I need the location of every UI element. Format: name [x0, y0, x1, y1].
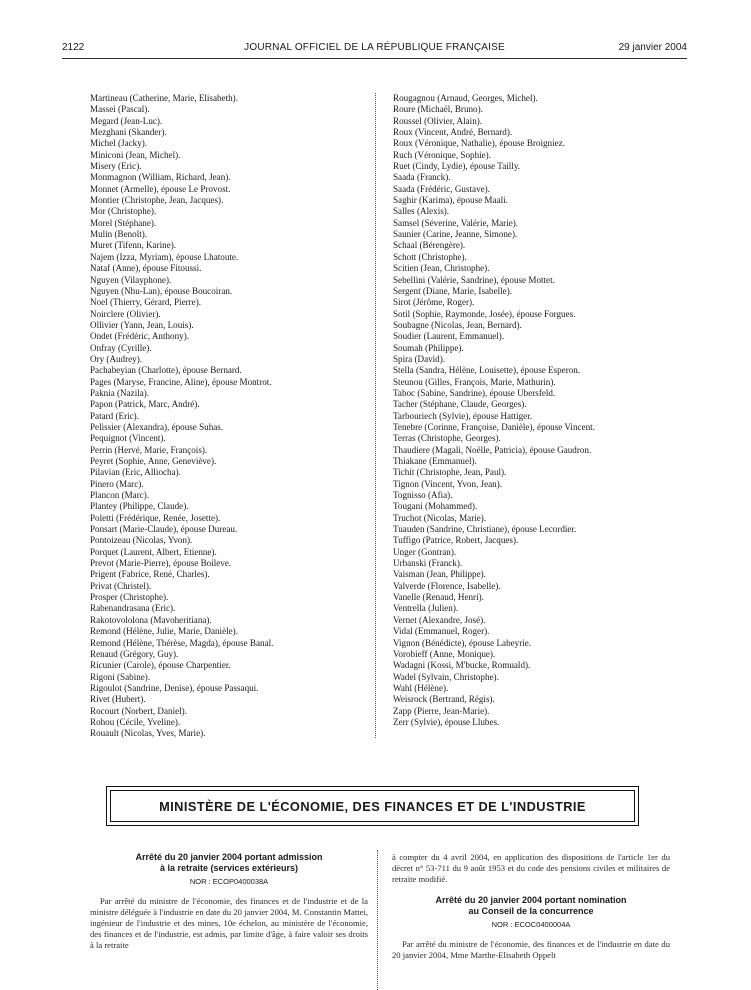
name-entry: Morel (Stéphane).	[90, 217, 157, 228]
names-column-left	[90, 93, 370, 740]
name-entry: Prosper (Christophe).	[90, 592, 169, 603]
name-entry: Pontoizeau (Nicolas, Yvon).	[90, 535, 193, 546]
name-entry: Plancon (Marc).	[90, 490, 150, 501]
name-entry: Martineau (Catherine, Marie, Elisabeth).	[90, 93, 238, 103]
name-entry: Rivet (Hubert).	[90, 694, 146, 705]
name-entry: Muret (Tifenn, Karine).	[90, 240, 177, 251]
name-entry: Ponsart (Marie-Claude), épouse Dureau.	[90, 524, 238, 535]
name-entry: Renaud (Grégory, Guy).	[90, 648, 179, 659]
name-entry: Urbanski (Franck).	[393, 558, 463, 569]
name-entry: Rohou (Cécile, Yveline).	[90, 716, 181, 727]
name-entry: Tarbouriech (Sylvie), épouse Hattiger.	[393, 410, 533, 421]
name-entry: Soudier (Laurent, Emmanuel).	[393, 331, 505, 342]
name-entry: Unger (Gontran).	[393, 546, 457, 557]
page-header	[62, 42, 687, 56]
name-entry: Roure (Michaël, Bruno).	[393, 104, 483, 115]
name-entry: Vorobieff (Anne, Monique).	[393, 648, 496, 659]
name-entry: Patard (Eric).	[90, 410, 139, 421]
name-entry: Steunou (Gilles, François, Marie, Mathurin).	[393, 376, 556, 387]
name-entry: Rabenandrasana (Eric).	[90, 603, 176, 614]
name-entry: Misery (Eric).	[90, 161, 142, 172]
name-entry: Papon (Patrick, Marc, André).	[90, 399, 200, 410]
name-entry: Nguyen (Vilayphone).	[90, 274, 172, 285]
decree-retirement	[90, 852, 368, 951]
name-entry: Sotil (Sophie, Raymonde, Josée), épouse Forgues.	[393, 308, 576, 319]
name-entry: Rigoni (Sabine).	[90, 671, 151, 682]
name-entry: Onfray (Cyrille).	[90, 342, 152, 353]
name-entry: Perrin (Hervé, Marie, François).	[90, 444, 208, 455]
name-entry: Rocourt (Norbert, Daniel).	[90, 705, 187, 716]
name-entry: Vernet (Alexandre, José).	[393, 614, 486, 625]
name-entry: Noel (Thierry, Gérard, Pierre).	[90, 297, 202, 308]
decree-title-line2: à la retraite (services extérieurs)	[159, 863, 299, 873]
ministry-heading-box	[110, 790, 635, 822]
ministry-title: MINISTÈRE DE L'ÉCONOMIE, DES FINANCES ET DE L'INDUSTRIE	[159, 798, 586, 814]
names-column-right	[393, 93, 683, 728]
name-entry: Roussel (Olivier, Alain).	[393, 115, 483, 126]
name-entry: Schott (Christophe).	[393, 251, 467, 262]
name-entry: Monmagnon (William, Richard, Jean).	[90, 172, 231, 183]
name-entry: Porquet (Laurent, Albert, Etienne).	[90, 546, 217, 557]
name-entry: Ruch (Véronique, Sophie).	[393, 149, 491, 160]
name-entry: Zapp (Pierre, Jean-Marie).	[393, 705, 490, 716]
decree-nor: NOR : ECOC0400004A	[491, 920, 571, 929]
name-entry: Pinero (Marc).	[90, 478, 144, 489]
decree-appointment	[392, 852, 670, 961]
name-entry: Pages (Maryse, Francine, Aline), épouse Montrot.	[90, 376, 272, 387]
name-entry: Remond (Hélène, Thérèse, Magda), épouse Banal.	[90, 637, 274, 648]
name-entry: Terras (Christophe, Georges).	[393, 433, 501, 444]
column-divider	[375, 93, 376, 738]
name-entry: Tougani (Mohammed).	[393, 501, 478, 512]
decree-title-line2: au Conseil de la concurrence	[468, 906, 594, 916]
name-entry: Saunier (Carine, Jeanne, Simone).	[393, 229, 518, 240]
name-entry: Tognisso (Afia).	[393, 490, 453, 501]
name-entry: Remond (Hélène, Julie, Marie, Danièle).	[90, 626, 238, 637]
name-entry: Thaudiere (Magali, Noëlle, Patricia), épouse Gaudron.	[393, 444, 592, 455]
name-entry: Poletti (Frédérique, Renée, Josette).	[90, 512, 221, 523]
name-entry: Valverde (Florence, Isabelle).	[393, 580, 501, 591]
name-entry: Saada (Franck).	[393, 172, 451, 183]
name-entry: Wadagni (Kossi, M'bucke, Romuald).	[393, 660, 531, 671]
name-entry: Montier (Christophe, Jean, Jacques).	[90, 195, 224, 206]
name-entry: Pelissier (Alexandra), épouse Suhas.	[90, 421, 224, 432]
name-entry: Sergent (Diane, Marie, Isabelle).	[393, 285, 513, 296]
name-entry: Nataf (Anne), épouse Fitoussi.	[90, 263, 202, 274]
name-entry: Tenebre (Corinne, Françoise, Danièle), épouse Vincent.	[393, 421, 595, 432]
name-entry: Tignon (Vincent, Yvon, Jean).	[393, 478, 503, 489]
name-entry: Saghir (Karima), épouse Maali.	[393, 195, 508, 206]
name-entry: Michel (Jacky).	[90, 138, 148, 149]
name-entry: Zerr (Sylvie), épouse Llubes.	[393, 716, 500, 727]
name-entry: Tuauden (Sandrine, Christiane), épouse Lecordier.	[393, 524, 577, 535]
name-entry: Spira (David).	[393, 353, 446, 364]
name-entry: Rigoulot (Sandrine, Denise), épouse Passaqui.	[90, 682, 259, 693]
name-entry: Sebellini (Valérie, Sandrine), épouse Mottet.	[393, 274, 555, 285]
name-entry: Vidal (Emmanuel, Roger).	[393, 626, 490, 637]
name-entry: Noirclere (Olivier).	[90, 308, 161, 319]
name-entry: Monnet (Armelle), épouse Le Provost.	[90, 183, 231, 194]
name-entry: Ollivier (Yann, Jean, Louis).	[90, 319, 194, 330]
name-entry: Pilavian (Eric, Alliocha).	[90, 467, 181, 478]
name-entry: Scitien (Jean, Christophe).	[393, 263, 490, 274]
name-entry: Roux (Vincent, André, Bernard).	[393, 127, 513, 138]
name-entry: Massei (Pascal).	[90, 104, 150, 115]
name-entry: Pequignot (Vincent).	[90, 433, 166, 444]
name-entry: Megard (Jean-Luc).	[90, 115, 163, 126]
name-entry: Schaal (Bérengère).	[393, 240, 466, 251]
name-entry: Soubagne (Nicolas, Jean, Bernard).	[393, 319, 522, 330]
decree-title-line1: Arrêté du 20 janvier 2004 portant admission	[135, 852, 323, 862]
name-entry: Taboc (Sabine, Sandrine), épouse Ubersfeld.	[393, 387, 556, 398]
name-entry: Rakotovololona (Mavoheritiana).	[90, 614, 212, 625]
name-entry: Prevot (Marie-Pierre), épouse Boileve.	[90, 558, 232, 569]
issue-date: 29 janvier 2004	[618, 42, 687, 53]
name-entry: Tacher (Stéphane, Claude, Georges).	[393, 399, 527, 410]
name-entry: Samsel (Séverine, Valérie, Marie).	[393, 217, 519, 228]
name-entry: Paknia (Nazila).	[90, 387, 150, 398]
decree-body-continued: à compter du 4 avril 2004, en application des dispositions de l'article 1er du décret n° 53-711 du 9 août 1953 et du code des pensions civiles et militaires de retraite modifié.	[392, 852, 670, 884]
name-entry: Miniconi (Jean, Michel).	[90, 149, 181, 160]
name-entry: Rouault (Nicolas, Yves, Marie).	[90, 728, 206, 739]
header-divider	[62, 58, 687, 59]
name-entry: Stella (Sandra, Hélène, Louisette), épouse Esperon.	[393, 365, 581, 376]
name-entry: Vanelle (Renaud, Henri).	[393, 592, 484, 603]
name-entry: Prigent (Fabrice, René, Charles).	[90, 569, 210, 580]
journal-title: JOURNAL OFFICIEL DE LA RÉPUBLIQUE FRANÇAISE	[244, 42, 505, 53]
name-entry: Saada (Frédéric, Gustave).	[393, 183, 490, 194]
name-entry: Mulin (Benoît).	[90, 229, 148, 240]
decree-body: Par arrêté du ministre de l'économie, des finances et de l'industrie en date du 20 janvier 2004, Mme Marthe-Elisabeth Oppelt	[392, 939, 670, 960]
name-entry: Plantey (Philippe, Claude).	[90, 501, 189, 512]
name-entry: Tichit (Christophe, Jean, Paul).	[393, 467, 507, 478]
name-entry: Mor (Christophe).	[90, 206, 157, 217]
name-entry: Soumah (Philippe).	[393, 342, 464, 353]
name-entry: Ruet (Cindy, Lydie), épouse Tailly.	[393, 161, 521, 172]
name-entry: Rougagnou (Arnaud, Georges, Michel).	[393, 93, 538, 103]
page-number: 2122	[62, 42, 85, 53]
name-entry: Ondet (Frédéric, Anthony).	[90, 331, 189, 342]
decree-title-line1: Arrêté du 20 janvier 2004 portant nomination	[435, 895, 627, 905]
name-entry: Mezghani (Skander).	[90, 127, 167, 138]
name-entry: Wadel (Sylvain, Christophe).	[393, 671, 499, 682]
decree-nor: NOR : ECOP0400038A	[189, 877, 269, 886]
name-entry: Privat (Christel).	[90, 580, 152, 591]
name-entry: Roux (Véronique, Nathalie), épouse Broigniez.	[393, 138, 565, 149]
decree-column-divider	[377, 850, 378, 990]
name-entry: Wahl (Hélène).	[393, 682, 449, 693]
name-entry: Ory (Audrey).	[90, 353, 143, 364]
name-entry: Tuffigo (Patrice, Robert, Jacques).	[393, 535, 519, 546]
name-entry: Thiakane (Emmanuel).	[393, 456, 477, 466]
name-entry: Truchot (Nicolas, Marie).	[393, 512, 487, 523]
name-entry: Vignon (Bénédicte), épouse Labeyrie.	[393, 637, 532, 648]
name-entry: Najem (Izza, Myriam), épouse Lhatoute.	[90, 251, 239, 262]
name-entry: Vaisman (Jean, Philippe).	[393, 569, 486, 580]
decree-body: Par arrêté du ministre de l'économie, des finances et de l'industrie et de la ministre déléguée à l'industrie en date du 20 janvier 2004, M. Constantin Mattei, ingénieur de l'industrie et des mines, 10e échelon, au ministère de l'économie, des finances et de l'industrie, est admis, par limite d'âge, à faire valoir ses droits à la retraite	[90, 896, 368, 950]
name-entry: Salles (Alexis).	[393, 206, 450, 217]
name-entry: Peyret (Sophie, Anne, Geneviève).	[90, 456, 217, 466]
name-entry: Nguyen (Nhu-Lan), épouse Boucoiran.	[90, 285, 233, 296]
name-entry: Ventrella (Julien).	[393, 603, 459, 614]
name-entry: Sirot (Jérôme, Roger).	[393, 297, 475, 308]
name-entry: Ricunier (Carole), épouse Charpentier.	[90, 660, 231, 671]
name-entry: Weisrock (Bertrand, Régis).	[393, 694, 495, 705]
name-entry: Pachabeyian (Charlotte), épouse Bernard.	[90, 365, 242, 376]
